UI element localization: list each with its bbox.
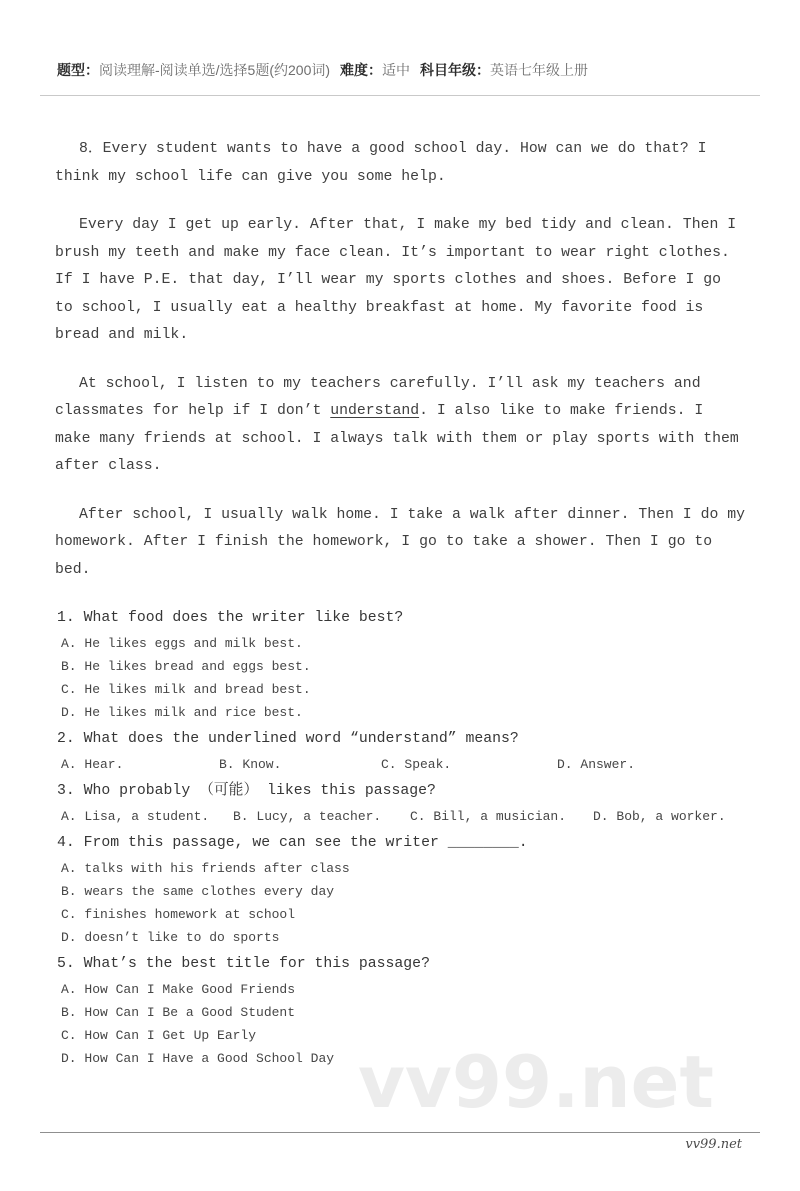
document-header [40, 60, 760, 96]
question-2-option-b: B. Know. [219, 757, 282, 772]
subject-grade-label: 科目年级： [420, 62, 491, 78]
question-4-text: 4. From this passage, we can see the writer ________. [57, 835, 528, 851]
passage-paragraph-3 [55, 371, 745, 481]
difficulty-label: 难度： [340, 62, 383, 78]
footer-site-text: vv99.net [685, 1137, 742, 1152]
question-4-option-a: A. talks with his friends after class [61, 861, 350, 876]
question-4-option-c: C. finishes homework at school [61, 907, 296, 922]
question-3-option-d: D. Bob, a worker. [593, 809, 726, 824]
question-1-option-d: D. He likes milk and rice best. [61, 705, 303, 720]
question-2-text: 2. What does the underlined word “understand” means? [57, 731, 519, 747]
paragraph-3-after: . I also like to make friends. I make many friends at school. I always talk with them or play sports with them after class. [55, 403, 739, 474]
difficulty-value: 适中 [382, 62, 411, 78]
question-3-option-a: A. Lisa, a student. [61, 809, 210, 824]
question-2-options-row [55, 753, 745, 776]
question-2-option-c: C. Speak. [381, 757, 452, 772]
question-3-option-b: B. Lucy, a teacher. [233, 809, 382, 824]
question-1-option-b: B. He likes bread and eggs best. [61, 659, 311, 674]
passage-paragraph-2: Every day I get up early. After that, I make my bed tidy and clean. Then I brush my teeth and make my face clean. It’s important to wear right clothes. If I have P.E. that day, I’ll wear my sports clothes and shoes. Before I go to school, I usually eat a healthy breakfast at home. My favorite food is bread and milk. [55, 217, 737, 343]
question-5-option-a: A. How Can I Make Good Friends [61, 982, 296, 997]
question-5-option-c: C. How Can I Get Up Early [61, 1028, 257, 1043]
question-1 [55, 605, 745, 724]
question-3-options-row [55, 805, 745, 828]
question-1-option-a: A. He likes eggs and milk best. [61, 636, 303, 651]
reading-passage [55, 96, 745, 584]
question-3-option-c: C. Bill, a musician. [410, 809, 567, 824]
subject-grade-value: 英语七年级上册 [490, 62, 589, 78]
page-footer [40, 1132, 760, 1152]
question-list [55, 605, 745, 1070]
question-3-text: 3. Who probably （可能） likes this passage? [57, 783, 436, 799]
question-1-text: 1. What food does the writer like best? [57, 610, 404, 626]
question-5-option-d: D. How Can I Have a Good School Day [61, 1051, 335, 1066]
question-2-option-d: D. Answer. [557, 757, 636, 772]
passage-paragraph-1: 8．Every student wants to have a good school day. How can we do that? I think my school life can give you some help. [55, 141, 707, 185]
question-2 [55, 726, 745, 776]
question-4 [55, 830, 745, 949]
question-4-option-d: D. doesn’t like to do sports [61, 930, 280, 945]
document-body [55, 96, 745, 1070]
question-3 [55, 778, 745, 828]
passage-paragraph-4: After school, I usually walk home. I take a walk after dinner. Then I do my homework. After I finish the homework, I go to take a shower. Then I go to bed. [55, 506, 745, 578]
underlined-word: understand [330, 403, 420, 419]
question-5 [55, 951, 745, 1070]
question-5-option-b: B. How Can I Be a Good Student [61, 1005, 296, 1020]
question-1-option-c: C. He likes milk and bread best. [61, 682, 311, 697]
paragraph-3-before: At school, I listen to my teachers carefully. I’ll ask my teachers and classmates for help if I don’t [55, 375, 701, 419]
question-5-text: 5. What’s the best title for this passage? [57, 956, 430, 972]
watermark: vv99.net [358, 1040, 714, 1124]
question-type-label: 题型： [57, 62, 99, 78]
question-type-value: 阅读理解-阅读单选/选择5题(约200词) [99, 62, 331, 78]
question-2-option-a: A. Hear. [61, 757, 124, 772]
question-4-option-b: B. wears the same clothes every day [61, 884, 335, 899]
